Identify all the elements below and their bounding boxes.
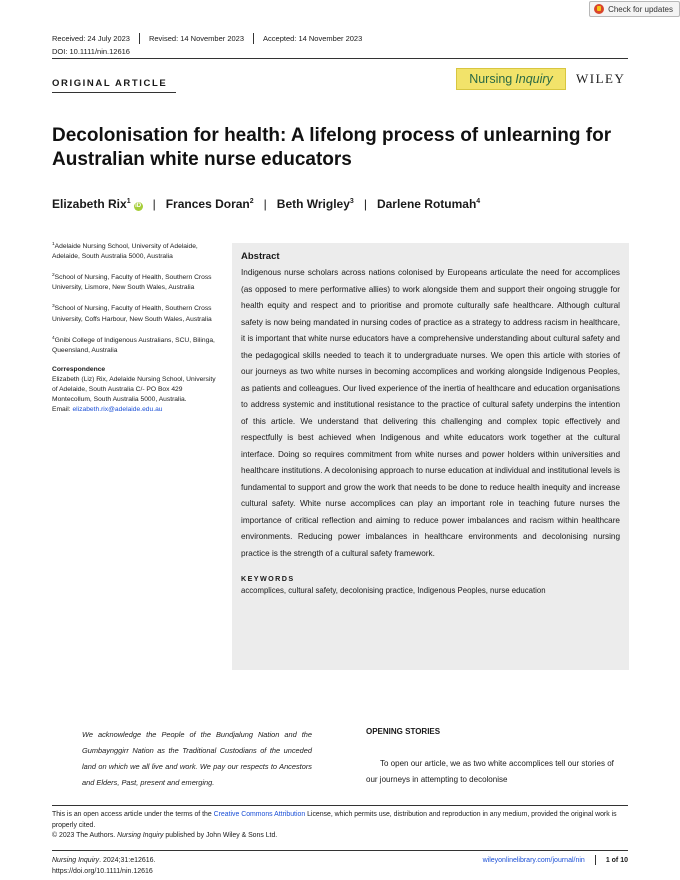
article-type-label: ORIGINAL ARTICLE	[52, 78, 168, 89]
keywords-heading: KEYWORDS	[241, 574, 295, 583]
email-label: Email:	[52, 405, 73, 413]
footer-separator	[595, 855, 596, 865]
email-link[interactable]: elizabeth.rix@adelaide.edu.au	[72, 405, 163, 413]
affiliation: $^1$Adelaide Nursing School, University of Adelaide, Adelaide, South Australia 5000, Australia	[52, 242, 198, 261]
license-statement: This is an open access article under the terms of the Creative Commons Attribution License, which permits use, distribution and reproduction in any medium, provided the original work is properly cited.	[52, 811, 617, 829]
section-body-text: To open our article, we as two white accomplices tell our stories of our journeys in attempting to decolonise	[366, 759, 614, 784]
author-separator: |	[152, 197, 156, 211]
author-name[interactable]: Darlene Rotumah$^4$	[376, 197, 481, 211]
publisher-logo: WILEY	[576, 71, 626, 86]
article-type-underline	[52, 92, 176, 93]
abstract-heading: Abstract	[241, 251, 280, 262]
copyright-statement: © 2023 The Authors. Nursing Inquiry published by John Wiley & Sons Ltd.	[52, 832, 278, 839]
journal-logo	[456, 68, 566, 90]
affiliations-column	[52, 240, 222, 415]
correspondence-heading: Correspondence	[52, 365, 106, 373]
author-separator: |	[363, 197, 367, 211]
footer-divider	[52, 850, 628, 851]
author-name[interactable]: Elizabeth Rix$^1$	[52, 197, 131, 211]
license-link[interactable]: Creative Commons Attribution	[213, 811, 306, 818]
received-date: Received: 24 July 2023	[52, 34, 130, 43]
affiliation: $^3$School of Nursing, Faculty of Health, Southern Cross University, Coffs Harbour, New South Wales, Australia	[52, 304, 212, 323]
author-list	[52, 197, 480, 212]
date-separator	[139, 33, 140, 44]
revised-date: Revised: 14 November 2023	[148, 34, 245, 43]
author-name[interactable]: Frances Doran$^2$	[165, 197, 254, 211]
abstract-box	[232, 243, 629, 670]
crossmark-icon	[594, 4, 604, 14]
history-dates	[52, 33, 362, 44]
header-divider	[52, 58, 628, 59]
abstract-text: Indigenous nurse scholars across nations colonised by Europeans articulate the need for accomplices (as opposed to mere performative allies) to work alongside them and support their ongoing struggle for health equity and respect and to prioritise and promote culturally safe healthcare. Although cultural safety is now being mandated in nursing codes of practice as a strategy to address racism in healthcare, it is important that white nurse educators have a comprehensive understanding about cultural safety and the pedagogical skills needed to teach it to undergraduate nurses. We open this article with stories of our journeys as two white nurses in becoming accomplices and working alongside Indigenous Peoples, as patients and colleagues. Our lived experience of the inertia of healthcare and education organisations to address systemic and institutional resistance to the practice of cultural safety underpins the intention of this article. We understand that delivering this challenging and complex topic effectively and respectfully is best achieved when Indigenous and white educators work together at the cultural interface. Doing so requires commitment from white nurses and power holders within universities and healthcare institutions. A decolonising approach to nurse education at individual and institutional levels is fundamental to support and grow the work that needs to be done to reduce health inequity and increase cultural safety. White nurse accomplices can play an important role in teaching future nurses the importance of critical reflection and aiming to reduce power imbalances and racism within healthcare environments. Reducing power imbalances in healthcare environments and decolonising nursing practice is the strength of a cultural safety framework.	[241, 268, 620, 558]
check-for-updates-button[interactable]	[589, 1, 680, 17]
doi-line: DOI: 10.1111/nin.12616	[52, 47, 130, 56]
section-heading: OPENING STORIES	[366, 727, 441, 736]
page-number: 1 of 10	[605, 856, 628, 864]
journal-site-link[interactable]: wileyonlinelibrary.com/journal/nin	[482, 856, 585, 864]
author-name[interactable]: Beth Wrigley$^3$	[276, 197, 354, 211]
acknowledgement-of-country: We acknowledge the People of the Bundjalung Nation and the Gumbaynggirr Nation as the Traditional Custodians of the unceded land on which we all live and work. We pay our respects to Ancestors and Elders, Past, present and emerging.	[82, 730, 312, 787]
orcid-icon[interactable]: iD	[135, 203, 142, 209]
open-access-notice	[52, 810, 628, 842]
author-separator: |	[263, 197, 267, 211]
accepted-date: Accepted: 14 November 2023	[263, 34, 363, 43]
footer-right	[483, 855, 628, 865]
journal-logo-name-b: Inquiry	[515, 72, 553, 86]
keywords-list: accomplices, cultural safety, decolonising practice, Indigenous Peoples, nurse education	[241, 586, 546, 595]
article-title: Decolonisation for health: A lifelong process of unlearning for Australian white nurse educators	[52, 125, 612, 170]
correspondence-email-line	[52, 405, 222, 415]
footer-citation: Nursing Inquiry. 2024;31:e12616. https://doi.org/10.1111/nin.12616	[52, 857, 156, 875]
affiliation: $^2$School of Nursing, Faculty of Health, Southern Cross University, Lismore, New South Wales, Australia	[52, 273, 212, 292]
check-for-updates-label: Check for updates	[608, 4, 673, 14]
footer-doi-link[interactable]: https://doi.org/10.1111/nin.12616	[52, 868, 153, 875]
journal-logo-name-a: Nursing	[469, 72, 513, 86]
open-access-divider	[52, 805, 628, 806]
affiliation: $^4$Gnibi College of Indigenous Australians, SCU, Bilinga, Queensland, Australia	[52, 335, 215, 354]
correspondence-text: Elizabeth (Liz) Rix, Adelaide Nursing School, University of Adelaide, South Australia C/- PO Box 429 Montecollum, South Australia 5000, Australia.	[52, 375, 216, 403]
date-separator	[253, 33, 254, 44]
